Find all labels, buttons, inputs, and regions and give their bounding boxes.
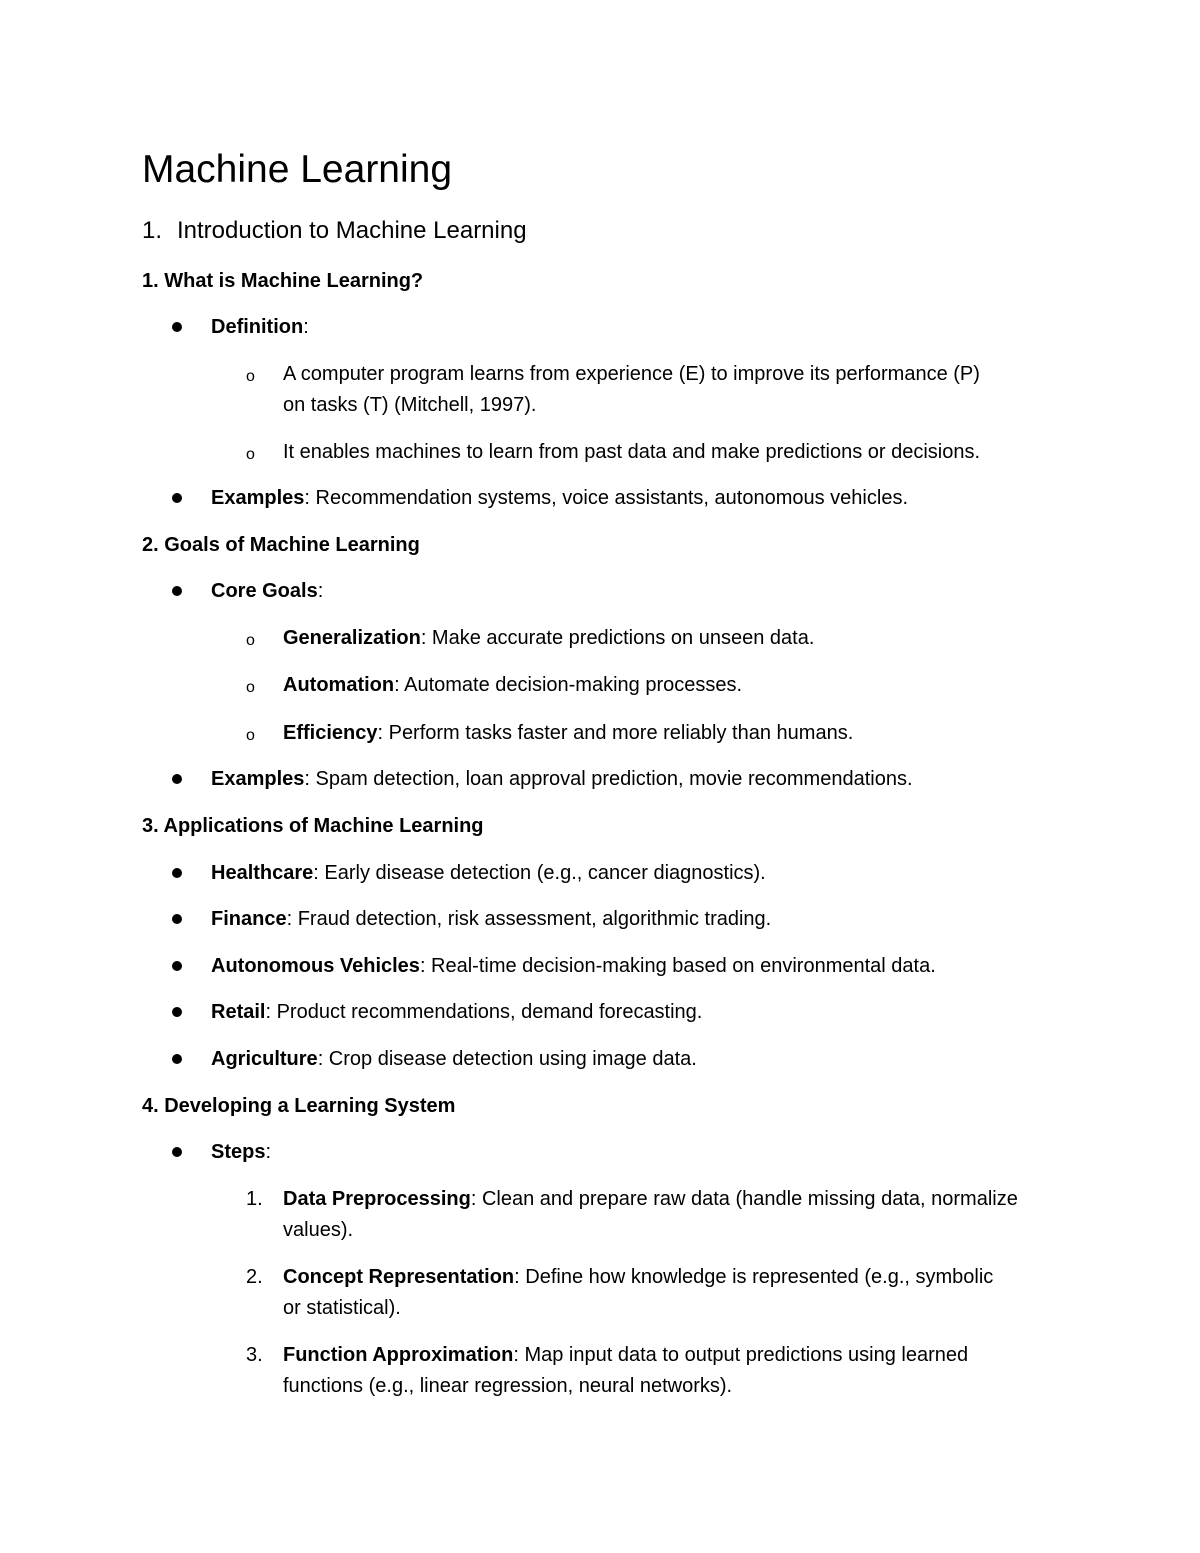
definition-text-1-cont: on tasks (T) (Mitchell, 1997). <box>283 394 537 416</box>
application-label: Agriculture <box>211 1048 318 1070</box>
application-item <box>211 999 702 1025</box>
bullet-icon <box>172 493 182 503</box>
bullet-icon <box>172 1147 182 1157</box>
circle-bullet-icon: o <box>246 368 255 385</box>
goal-label: Generalization <box>283 627 421 649</box>
step-text-cont: values). <box>283 1219 354 1241</box>
heading-goals: 2. Goals of Machine Learning <box>142 534 420 556</box>
heading-applications: 3. Applications of Machine Learning <box>142 815 484 837</box>
definition-text-1: A computer program learns from experience (E) to improve its performance (P) <box>283 363 980 385</box>
application-text: : Fraud detection, risk assessment, algorithmic trading. <box>286 908 772 930</box>
steps-item <box>211 1139 271 1165</box>
application-text: : Crop disease detection using image data. <box>317 1048 697 1070</box>
document-title: Machine Learning <box>142 148 453 191</box>
definition-item <box>211 314 309 340</box>
heading-what-is-ml: 1. What is Machine Learning? <box>142 270 424 292</box>
circle-bullet-icon: o <box>246 446 255 463</box>
bullet-icon <box>172 961 182 971</box>
step-item <box>283 1342 968 1368</box>
bullet-icon <box>172 322 182 332</box>
application-label: Autonomous Vehicles <box>211 955 420 977</box>
application-label: Finance <box>211 908 287 930</box>
step-number: 1. <box>246 1188 263 1210</box>
steps-colon: : <box>265 1141 272 1163</box>
heading-developing-system: 4. Developing a Learning System <box>142 1095 456 1117</box>
application-item <box>211 906 771 932</box>
goal-item <box>283 672 742 698</box>
step-label: Concept Representation <box>283 1266 515 1288</box>
bullet-icon <box>172 868 182 878</box>
goal-item <box>283 720 853 746</box>
application-item <box>211 860 766 886</box>
examples-item <box>211 766 913 792</box>
circle-bullet-icon: o <box>246 632 255 649</box>
examples-text: : Spam detection, loan approval prediction, movie recommendations. <box>304 768 913 790</box>
step-text: : Clean and prepare raw data (handle missing data, normalize <box>470 1188 1018 1210</box>
application-text: : Product recommendations, demand forecasting. <box>265 1001 703 1023</box>
examples-text: : Recommendation systems, voice assistants, autonomous vehicles. <box>304 487 908 509</box>
step-item <box>283 1264 993 1290</box>
step-label: Data Preprocessing <box>283 1188 471 1210</box>
bullet-icon <box>172 914 182 924</box>
step-text-cont: or statistical). <box>283 1297 401 1319</box>
application-item <box>211 953 936 979</box>
definition-colon: : <box>303 316 309 338</box>
step-number: 3. <box>246 1344 263 1366</box>
application-text: : Real-time decision-making based on environmental data. <box>419 955 936 977</box>
bullet-icon <box>172 1054 182 1064</box>
application-label: Retail <box>211 1001 266 1023</box>
goal-item <box>283 625 814 651</box>
application-text: : Early disease detection (e.g., cancer diagnostics). <box>313 862 766 884</box>
circle-bullet-icon: o <box>246 679 255 696</box>
core-goals-colon: : <box>317 580 324 602</box>
bullet-icon <box>172 586 182 596</box>
step-text: : Define how knowledge is represented (e.g., symbolic <box>514 1266 994 1288</box>
section-number: 1. <box>142 217 163 244</box>
step-label: Function Approximation <box>283 1344 514 1366</box>
step-text-cont: functions (e.g., linear regression, neural networks). <box>283 1375 733 1397</box>
goal-text: : Automate decision-making processes. <box>394 674 743 696</box>
section-title: Introduction to Machine Learning <box>177 217 527 244</box>
examples-item <box>211 485 908 511</box>
core-goals-label: Core Goals <box>211 580 318 602</box>
application-item <box>211 1046 697 1072</box>
step-number: 2. <box>246 1266 263 1288</box>
definition-text-2: It enables machines to learn from past data and make predictions or decisions. <box>283 441 981 463</box>
goal-label: Automation <box>283 674 395 696</box>
steps-label: Steps <box>211 1141 266 1163</box>
goal-label: Efficiency <box>283 722 378 744</box>
goal-text: : Perform tasks faster and more reliably than humans. <box>377 722 854 744</box>
circle-bullet-icon: o <box>246 727 255 744</box>
step-item <box>283 1186 1018 1212</box>
bullet-icon <box>172 1007 182 1017</box>
core-goals-item <box>211 578 323 604</box>
step-text: : Map input data to output predictions using learned <box>513 1344 969 1366</box>
goal-text: : Make accurate predictions on unseen data. <box>420 627 815 649</box>
examples-label: Examples <box>211 768 305 790</box>
bullet-icon <box>172 774 182 784</box>
definition-label: Definition <box>211 316 304 338</box>
application-label: Healthcare <box>211 862 314 884</box>
examples-label: Examples <box>211 487 305 509</box>
